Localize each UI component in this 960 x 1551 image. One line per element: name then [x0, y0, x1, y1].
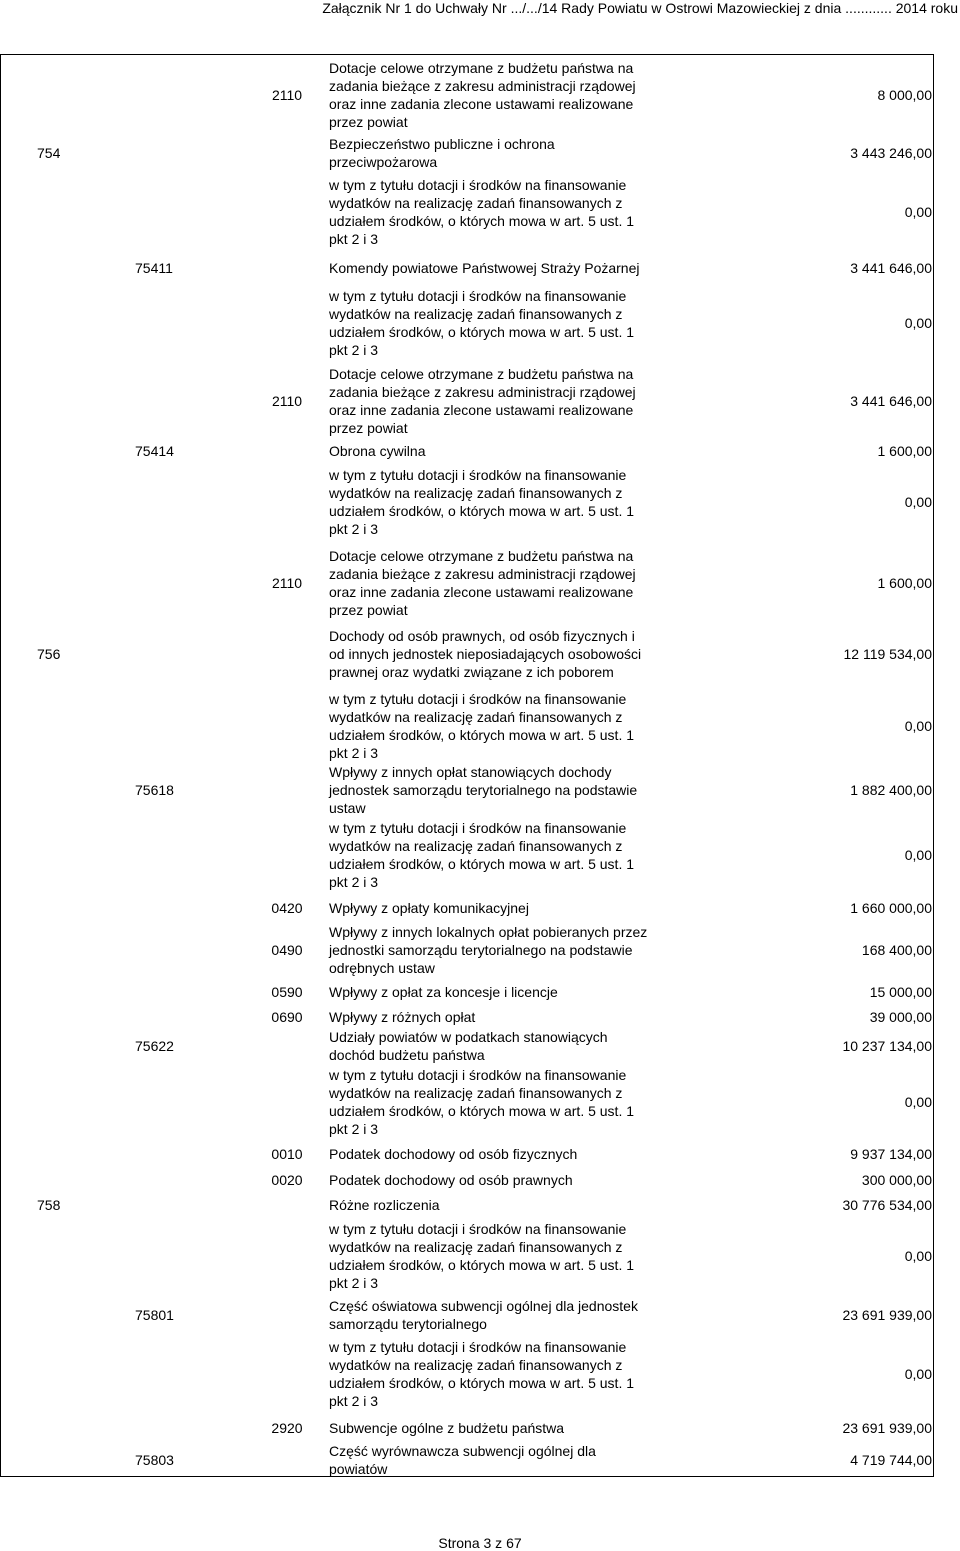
cell-paragraf [251, 685, 323, 767]
cell-wartosc: 3 443 246,00 [850, 145, 932, 161]
cell-wartosc: 0,00 [904, 847, 932, 863]
cell-nazwa: Dotacje celowe otrzymane z budżetu państwa na zadania bieżące z zakresu administracji rządowej oraz inne zadania zlecone ustawami realizowane przez powiat [329, 366, 636, 436]
table-row [1, 1415, 935, 1441]
cell-dzial [1, 55, 71, 135]
cell-wartosc: 0,00 [904, 1366, 932, 1382]
cell-dzial [1, 441, 71, 461]
table-row [1, 1195, 935, 1215]
cell-paragraf [251, 1297, 323, 1333]
cell-paragraf [251, 1061, 323, 1143]
cell-nazwa: Bezpieczeństwo publiczne i ochrona przeciwpożarowa [329, 136, 555, 170]
cell-nazwa: Obrona cywilna [329, 443, 426, 459]
cell-rozdzial [71, 981, 251, 1003]
cell-rozdzial [71, 543, 251, 623]
cell-wartosc: 0,00 [904, 315, 932, 331]
cell-wartosc: 8 000,00 [877, 87, 932, 103]
cell-wartosc: 30 776 534,00 [842, 1197, 932, 1213]
cell-nazwa: w tym z tytułu dotacji i środków na finansowanie wydatków na realizację zadań finansowanych z udziałem środków, o których mowa w art. 5 ust. 1 pkt 2 i 3 [329, 691, 635, 761]
cell-nazwa: Dochody od osób prawnych, od osób fizycznych i od innych jednostek nieposiadających osobowości prawnej oraz wydatki związane z ich poborem [329, 628, 642, 680]
table-row [1, 285, 935, 361]
cell-rozdzial [71, 1333, 251, 1415]
table-row [1, 1333, 935, 1415]
cell-nazwa: Część oświatowa subwencji ogólnej dla jednostek samorządu terytorialnego [329, 1298, 638, 1332]
cell-paragraf [251, 767, 323, 813]
cell-paragraf: 0690 [271, 1009, 303, 1025]
cell-wartosc: 3 441 646,00 [850, 393, 932, 409]
cell-wartosc: 23 691 939,00 [842, 1420, 932, 1436]
cell-nazwa: w tym z tytułu dotacji i środków na finansowanie wydatków na realizację zadań finansowanych z udziałem środków, o których mowa w art. 5 ust. 1 pkt 2 i 3 [329, 467, 635, 537]
table-row [1, 764, 935, 816]
cell-dzial [1, 1215, 71, 1297]
cell-rozdzial [71, 461, 251, 543]
cell-nazwa: Wpływy z różnych opłat [329, 1009, 476, 1025]
cell-rozdzial: 75622 [135, 1038, 174, 1054]
cell-dzial [1, 543, 71, 623]
cell-paragraf [251, 285, 323, 361]
cell-rozdzial [71, 919, 251, 981]
cell-wartosc: 168 400,00 [861, 942, 932, 958]
cell-paragraf [251, 1215, 323, 1297]
cell-nazwa: Dotacje celowe otrzymane z budżetu państwa na zadania bieżące z zakresu administracji rządowej oraz inne zadania zlecone ustawami realizowane przez powiat [329, 60, 636, 130]
cell-dzial [1, 767, 71, 813]
cell-dzial [1, 919, 71, 981]
cell-wartosc: 0,00 [904, 494, 932, 510]
cell-rozdzial: 75411 [135, 260, 173, 276]
table-row [1, 171, 935, 253]
cell-dzial [1, 1165, 71, 1195]
cell-nazwa: Subwencje ogólne z budżetu państwa [329, 1420, 565, 1436]
table-row [1, 813, 935, 897]
cell-rozdzial: 75801 [135, 1307, 174, 1323]
cell-nazwa: Wpływy z innych opłat stanowiących dochody jednostek samorządu terytorialnego na podstawie ustaw [329, 764, 638, 816]
cell-dzial [1, 1441, 71, 1478]
table-row [1, 1441, 935, 1478]
cell-wartosc: 0,00 [904, 204, 932, 220]
cell-paragraf [251, 171, 323, 253]
cell-nazwa: Wpływy z innych lokalnych opłat pobieranych przez jednostki samorządu terytorialnego na podstawie odrębnych ustaw [329, 924, 648, 976]
table-row [1, 135, 935, 171]
table-row [1, 981, 935, 1003]
cell-dzial [1, 897, 71, 919]
cell-dzial [1, 361, 71, 441]
cell-dzial [1, 253, 71, 283]
cell-wartosc: 39 000,00 [869, 1009, 932, 1025]
budget-table [0, 54, 934, 1477]
cell-nazwa: Podatek dochodowy od osób prawnych [329, 1172, 573, 1188]
cell-rozdzial [71, 285, 251, 361]
table-row [1, 361, 935, 441]
cell-nazwa: w tym z tytułu dotacji i środków na finansowanie wydatków na realizację zadań finansowanych z udziałem środków, o których mowa w art. 5 ust. 1 pkt 2 i 3 [329, 1339, 635, 1409]
cell-nazwa: w tym z tytułu dotacji i środków na finansowanie wydatków na realizację zadań finansowanych z udziałem środków, o których mowa w art. 5 ust. 1 pkt 2 i 3 [329, 1067, 635, 1137]
table-row [1, 1165, 935, 1195]
table-row [1, 1003, 935, 1031]
table-row [1, 55, 935, 135]
cell-paragraf [251, 253, 323, 283]
cell-paragraf: 0010 [271, 1146, 303, 1162]
cell-wartosc: 15 000,00 [869, 984, 932, 1000]
cell-dzial [1, 981, 71, 1003]
cell-nazwa: Różne rozliczenia [329, 1197, 440, 1213]
cell-paragraf: 2920 [271, 1420, 303, 1436]
cell-dzial [1, 1333, 71, 1415]
header-text: Załącznik Nr 1 do Uchwały Nr .../.../14 Rady Powiatu w Ostrowi Mazowieckiej z dnia ............ 2014 roku [322, 0, 958, 16]
cell-rozdzial [71, 685, 251, 767]
cell-rozdzial [71, 1143, 251, 1165]
cell-dzial [1, 461, 71, 543]
cell-wartosc: 10 237 134,00 [842, 1038, 932, 1054]
cell-paragraf [251, 813, 323, 897]
cell-wartosc: 300 000,00 [861, 1172, 932, 1188]
cell-wartosc: 0,00 [904, 1248, 932, 1264]
cell-wartosc: 1 882 400,00 [850, 782, 932, 798]
table-row [1, 253, 935, 283]
cell-wartosc: 9 937 134,00 [850, 1146, 932, 1162]
table-row [1, 1031, 935, 1061]
cell-paragraf [251, 1441, 323, 1478]
cell-dzial [1, 685, 71, 767]
cell-rozdzial: 75414 [135, 443, 174, 459]
cell-rozdzial [71, 1415, 251, 1441]
cell-rozdzial [71, 171, 251, 253]
cell-paragraf [251, 1333, 323, 1415]
cell-paragraf [251, 461, 323, 543]
cell-nazwa: Dotacje celowe otrzymane z budżetu państwa na zadania bieżące z zakresu administracji rządowej oraz inne zadania zlecone ustawami realizowane przez powiat [329, 548, 636, 618]
cell-rozdzial [71, 361, 251, 441]
table-row [1, 1215, 935, 1297]
cell-wartosc: 1 600,00 [877, 575, 932, 591]
cell-dzial: 756 [37, 646, 61, 662]
cell-nazwa: Część wyrównawcza subwencji ogólnej dla powiatów [329, 1442, 596, 1477]
cell-dzial [1, 1003, 71, 1031]
table-row [1, 897, 935, 919]
cell-dzial [1, 171, 71, 253]
cell-dzial [1, 1031, 71, 1061]
cell-nazwa: w tym z tytułu dotacji i środków na finansowanie wydatków na realizację zadań finansowanych z udziałem środków, o których mowa w art. 5 ust. 1 pkt 2 i 3 [329, 177, 635, 247]
table-row [1, 441, 935, 461]
cell-nazwa: w tym z tytułu dotacji i środków na finansowanie wydatków na realizację zadań finansowanych z udziałem środków, o których mowa w art. 5 ust. 1 pkt 2 i 3 [329, 1221, 635, 1291]
table-row [1, 1143, 935, 1165]
cell-rozdzial [71, 135, 251, 171]
cell-dzial [1, 813, 71, 897]
cell-wartosc: 12 119 534,00 [843, 646, 932, 662]
cell-dzial [1, 1143, 71, 1165]
cell-rozdzial [71, 1003, 251, 1031]
cell-dzial: 758 [37, 1197, 61, 1213]
cell-rozdzial [71, 623, 251, 685]
cell-wartosc: 3 441 646,00 [850, 260, 932, 276]
cell-rozdzial [71, 1215, 251, 1297]
cell-nazwa: Wpływy z opłat za koncesje i licencje [329, 984, 558, 1000]
cell-rozdzial [71, 897, 251, 919]
cell-rozdzial [71, 1195, 251, 1215]
cell-rozdzial [71, 1061, 251, 1143]
table-row [1, 623, 935, 685]
cell-dzial [1, 1061, 71, 1143]
cell-dzial: 754 [37, 145, 61, 161]
cell-wartosc: 0,00 [904, 1094, 932, 1110]
cell-paragraf [251, 441, 323, 461]
cell-wartosc: 23 691 939,00 [842, 1307, 932, 1323]
page-footer: Strona 3 z 67 [438, 1535, 522, 1551]
cell-rozdzial [71, 1165, 251, 1195]
cell-nazwa: Wpływy z opłaty komunikacyjnej [329, 900, 529, 916]
table-row [1, 1297, 935, 1333]
cell-rozdzial: 75618 [135, 782, 174, 798]
cell-nazwa: Udziały powiatów w podatkach stanowiących dochód budżetu państwa [329, 1029, 608, 1063]
table-row [1, 685, 935, 767]
cell-rozdzial: 75803 [135, 1451, 174, 1468]
cell-paragraf: 0420 [271, 900, 303, 916]
table-row [1, 919, 935, 981]
table-row [1, 543, 935, 623]
cell-paragraf [251, 1195, 323, 1215]
cell-paragraf: 2110 [271, 393, 303, 409]
cell-paragraf: 0490 [271, 942, 303, 958]
cell-rozdzial [71, 813, 251, 897]
cell-dzial [1, 1297, 71, 1333]
table-row [1, 461, 935, 543]
cell-wartosc: 1 600,00 [877, 443, 932, 459]
cell-paragraf [251, 135, 323, 171]
cell-nazwa: w tym z tytułu dotacji i środków na finansowanie wydatków na realizację zadań finansowanych z udziałem środków, o których mowa w art. 5 ust. 1 pkt 2 i 3 [329, 288, 635, 358]
cell-paragraf [251, 1031, 323, 1061]
cell-nazwa: Komendy powiatowe Państwowej Straży Pożarnej [329, 260, 640, 276]
cell-paragraf: 0590 [271, 984, 303, 1000]
cell-wartosc: 4 719 744,00 [850, 1451, 932, 1468]
cell-paragraf: 0020 [271, 1172, 303, 1188]
cell-paragraf: 2110 [271, 575, 303, 591]
cell-wartosc: 0,00 [904, 718, 932, 734]
cell-paragraf [251, 623, 323, 685]
cell-dzial [1, 1415, 71, 1441]
cell-dzial [1, 285, 71, 361]
document-header [0, 0, 960, 18]
cell-wartosc: 1 660 000,00 [850, 900, 932, 916]
cell-paragraf: 2110 [271, 87, 303, 103]
cell-nazwa: w tym z tytułu dotacji i środków na finansowanie wydatków na realizację zadań finansowanych z udziałem środków, o których mowa w art. 5 ust. 1 pkt 2 i 3 [329, 820, 635, 890]
cell-rozdzial [71, 55, 251, 135]
cell-nazwa: Podatek dochodowy od osób fizycznych [329, 1146, 578, 1162]
table-row [1, 1061, 935, 1143]
